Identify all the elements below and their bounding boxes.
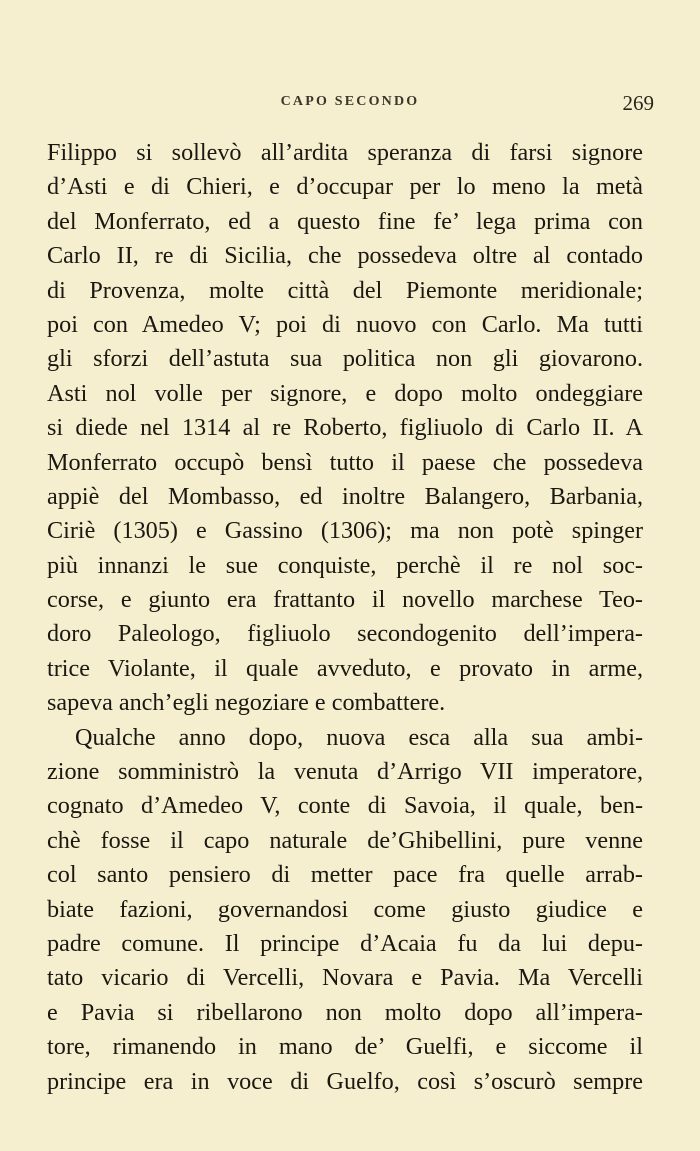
text-line: zione somministrò la venuta d’Arrigo VII imperatore,	[47, 758, 643, 786]
running-head	[46, 91, 654, 115]
text-line: doro Paleologo, figliuolo secondogenito dell’impera-	[47, 620, 643, 648]
body-text	[47, 136, 643, 1099]
text-line: tato vicario di Vercelli, Novara e Pavia. Ma Vercelli	[47, 964, 643, 992]
text-line: Asti nol volle per signore, e dopo molto ondeggiare	[47, 379, 643, 407]
text-line: Monferrato occupò bensì tutto il paese che possedeva	[47, 448, 643, 476]
text-line: corse, e giunto era frattanto il novello marchese Teo-	[47, 586, 643, 614]
text-line: appiè del Mombasso, ed inoltre Balangero, Barbania,	[47, 482, 643, 510]
text-line: d’Asti e di Chieri, e d’occupar per lo meno la metà	[47, 173, 643, 201]
paragraph-last-line: sapeva anch’egli negoziare e combattere.	[47, 689, 446, 717]
text-line: tore, rimanendo in mano de’ Guelfi, e siccome il	[47, 1033, 643, 1061]
text-line: col santo pensiero di metter pace fra quelle arrab-	[47, 861, 643, 889]
text-line: chè fosse il capo naturale de’Ghibellini, pure venne	[47, 826, 643, 854]
running-title: CAPO SECONDO	[280, 94, 420, 109]
text-line: di Provenza, molte città del Piemonte meridionale;	[47, 276, 643, 304]
text-line: padre comune. Il principe d’Acaia fu da lui depu-	[47, 929, 643, 957]
text-line: principe era in voce di Guelfo, così s’oscurò sempre	[47, 1067, 643, 1095]
text-line: del Monferrato, ed a questo fine fe’ lega prima con	[47, 207, 643, 235]
text-line: biate fazioni, governandosi come giusto giudice e	[47, 895, 643, 923]
text-line: si diede nel 1314 al re Roberto, figliuolo di Carlo II. A	[47, 414, 643, 442]
text-line: e Pavia si ribellarono non molto dopo all’impera-	[47, 998, 643, 1026]
text-line: Carlo II, re di Sicilia, che possedeva oltre al contado	[47, 242, 643, 270]
text-line: gli sforzi dell’astuta sua politica non gli giovarono.	[47, 345, 643, 373]
page-number: 269	[622, 91, 654, 115]
text-line: cognato d’Amedeo V, conte di Savoia, il quale, ben-	[47, 792, 643, 820]
text-line: trice Violante, il quale avveduto, e provato in arme,	[47, 654, 643, 682]
text-line: Ciriè (1305) e Gassino (1306); ma non potè spinger	[47, 517, 643, 545]
text-line: più innanzi le sue conquiste, perchè il re nol soc-	[47, 551, 643, 579]
text-line: poi con Amedeo V; poi di nuovo con Carlo. Ma tutti	[47, 310, 643, 338]
text-line: Filippo si sollevò all’ardita speranza di farsi signore	[47, 139, 643, 166]
paragraph-first-line: Qualche anno dopo, nuova esca alla sua ambi-	[75, 723, 643, 751]
